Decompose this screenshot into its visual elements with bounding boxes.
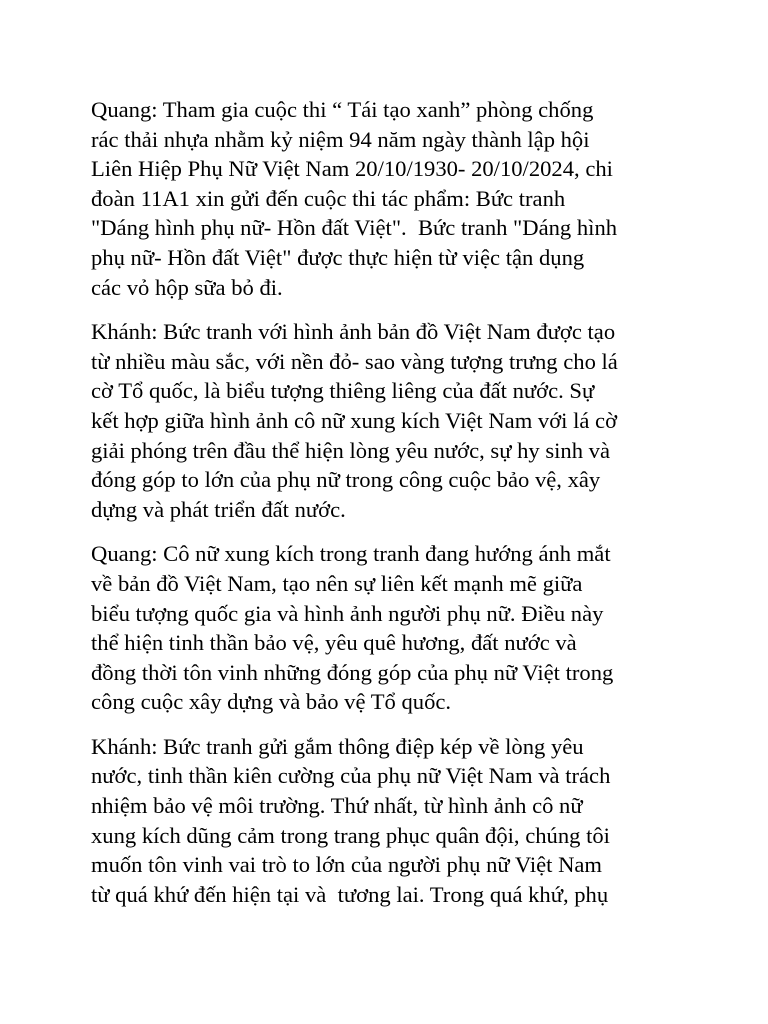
text-line: đoàn 11A1 xin gửi đến cuộc thi tác phẩm: Bức tranh (91, 185, 566, 211)
document-body (91, 95, 691, 924)
paragraph-khanh-2 (91, 732, 691, 910)
paragraph-khanh-1 (91, 317, 691, 524)
text-line: rác thải nhựa nhằm kỷ niệm 94 năm ngày thành lập hội (91, 126, 590, 152)
text-line: xung kích dũng cảm trong trang phục quân đội, chúng tôi (91, 822, 610, 848)
text-line: nhiệm bảo vệ môi trường. Thứ nhất, từ hình ảnh cô nữ (91, 793, 583, 819)
text-line: công cuộc xây dựng và bảo vệ Tổ quốc. (91, 689, 452, 715)
text-line: thể hiện tinh thần bảo vệ, yêu quê hương, đất nước và (91, 630, 577, 656)
text-line: Quang: Cô nữ xung kích trong tranh đang hướng ánh mắt (91, 541, 611, 567)
text-line: từ quá khứ đến hiện tại và tương lai. Trong quá khứ, phụ (91, 881, 609, 907)
text-line: giải phóng trên đầu thể hiện lòng yêu nước, sự hy sinh và (91, 437, 610, 463)
text-line: phụ nữ- Hồn đất Việt" được thực hiện từ việc tận dụng (91, 244, 585, 270)
text-line: Liên Hiệp Phụ Nữ Việt Nam 20/10/1930- 20/10/2024, chi (91, 156, 613, 182)
paragraph-quang-2 (91, 539, 691, 717)
text-line: đồng thời tôn vinh những đóng góp của phụ nữ Việt trong (91, 659, 614, 685)
text-line: Khánh: Bức tranh với hình ảnh bản đồ Việt Nam được tạo (91, 319, 616, 345)
text-line: biểu tượng quốc gia và hình ảnh người phụ nữ. Điều này (91, 600, 604, 626)
text-line: cờ Tổ quốc, là biểu tượng thiêng liêng của đất nước. Sự (91, 378, 595, 404)
text-line: đóng góp to lớn của phụ nữ trong công cuộc bảo vệ, xây (91, 467, 601, 493)
text-line: Quang: Tham gia cuộc thi “ Tái tạo xanh” phòng chống (91, 97, 594, 122)
paragraph-quang-1 (91, 95, 691, 302)
text-line: các vỏ hộp sữa bỏ đi. (91, 274, 283, 300)
text-line: muốn tôn vinh vai trò to lớn của người phụ nữ Việt Nam (91, 852, 602, 878)
text-line: nước, tinh thần kiên cường của phụ nữ Việt Nam và trách (91, 763, 611, 789)
text-line: dựng và phát triển đất nước. (91, 496, 346, 522)
text-line: kết hợp giữa hình ảnh cô nữ xung kích Việt Nam với lá cờ (91, 407, 618, 433)
text-line: từ nhiều màu sắc, với nền đỏ- sao vàng tượng trưng cho lá (91, 348, 618, 374)
text-line: về bản đồ Việt Nam, tạo nên sự liên kết mạnh mẽ giữa (91, 570, 583, 596)
text-line: Khánh: Bức tranh gửi gắm thông điệp kép về lòng yêu (91, 733, 584, 759)
text-line: "Dáng hình phụ nữ- Hồn đất Việt". Bức tranh "Dáng hình (91, 215, 618, 241)
